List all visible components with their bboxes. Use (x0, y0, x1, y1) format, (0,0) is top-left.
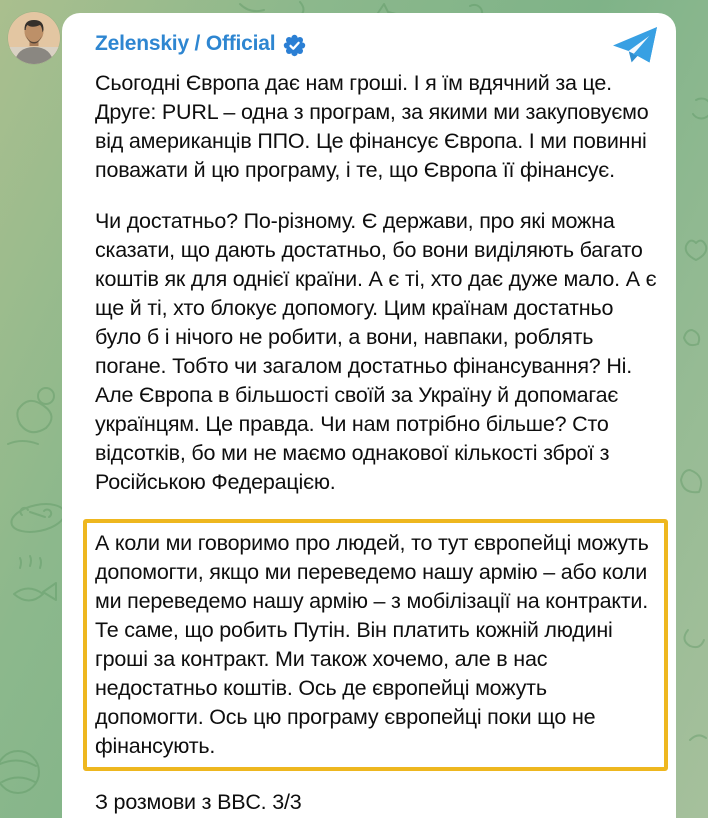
channel-avatar[interactable] (8, 12, 60, 64)
message-bubble (62, 13, 676, 818)
message-body (95, 69, 662, 771)
highlighted-paragraph: А коли ми говоримо про людей, то тут європейці можуть допомогти, якщо ми переведемо нашу армію – або коли ми переведемо нашу армію – з мобілізації на контракти. Те саме, що робить Путін. Він платить кожній людині гроші за контракт. Ми також хочемо, але в нас недостатньо коштів. Ось де європейці можуть допомогти. Ось цю програму європейці поки що не фінансують. (95, 531, 649, 758)
highlighted-quote-box (83, 519, 668, 771)
channel-name[interactable]: Zelenskiy / Official (95, 32, 276, 55)
message-paragraph: Чи достатньо? По-різному. Є держави, про які можна сказати, що дають достатньо, бо вони виділяють багато коштів як для однієї країни. А є ті, хто дає дуже мало. А є ще й ті, хто блокує допомогу. Цим країнам достатньо було б і нічого не робити, а вони, навпаки, роблять погане. Тобто чи загалом достатньо фінансування? Ні. Але Європа в більшості своїй за Україну й допомагає українцям. Це правда. Чи нам потрібно більше? Сто відсотків, бо ми не маємо однакової кількості зброї з Російською Федерацією. (95, 209, 657, 494)
verified-badge-icon (283, 34, 306, 57)
avatar-photo (8, 12, 60, 64)
telegram-paper-plane-icon[interactable] (612, 26, 658, 64)
message-header (95, 29, 662, 59)
message-footer-text: З розмови з BBC. 3/3 (95, 790, 302, 814)
message-paragraph: Сьогодні Європа дає нам гроші. І я їм вдячний за це. Друге: PURL – одна з програм, за якими ми закуповуємо від американців ППО. Це фінансує Європа. І ми повинні поважати й цю програму, і те, що Європа її фінансує. (95, 71, 649, 182)
